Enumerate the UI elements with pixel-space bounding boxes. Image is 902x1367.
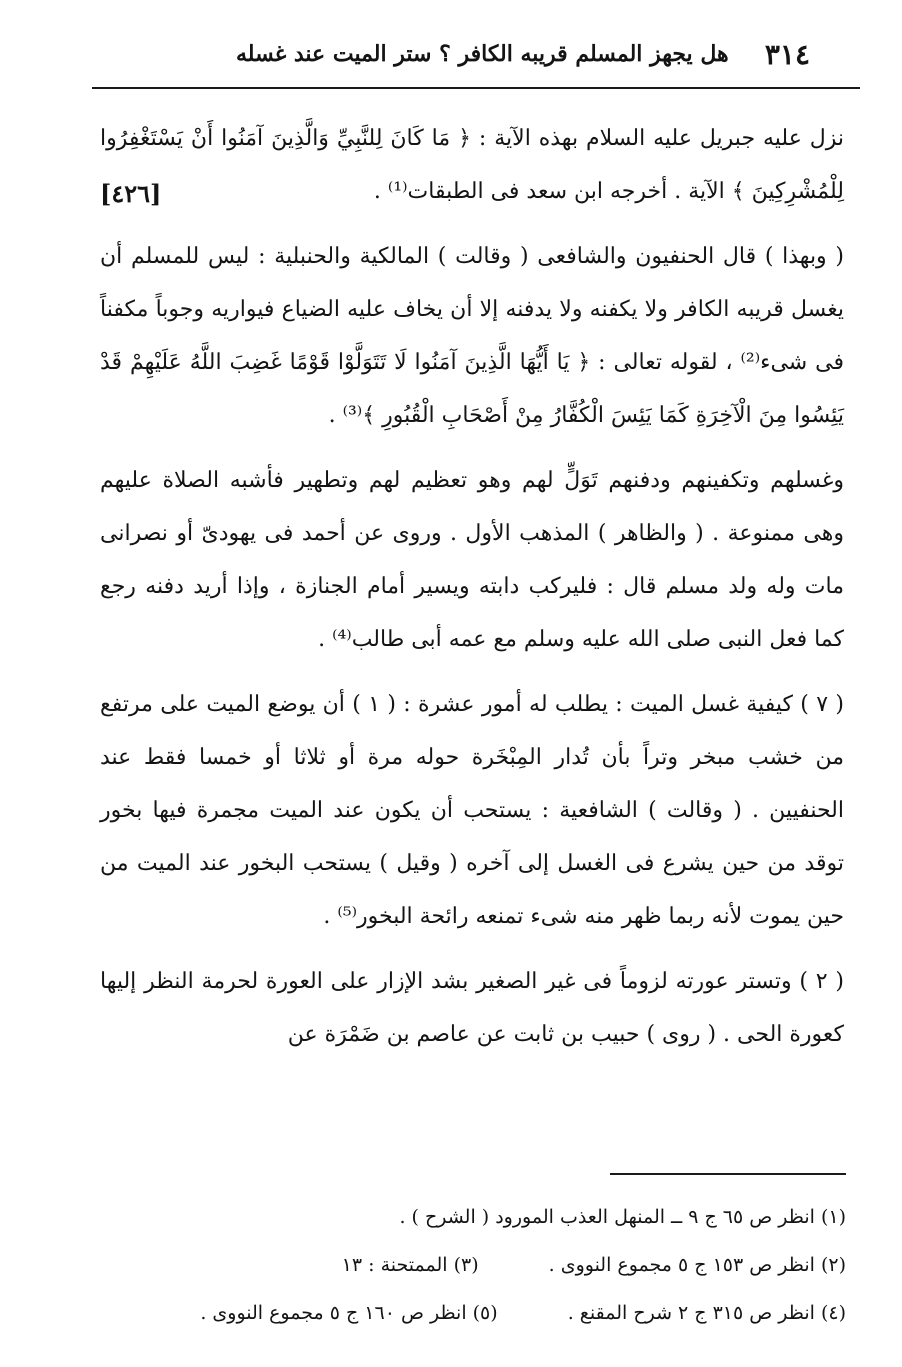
running-title: هل يجهز المسلم قريبه الكافر ؟ ستر الميت عند غسله <box>236 41 729 67</box>
running-head <box>236 30 810 78</box>
header-rule <box>92 87 860 89</box>
page-number: ٣١٤ <box>764 37 810 71</box>
footnote-line <box>92 1241 846 1289</box>
footnote: (٣) الممتحنة : ١٣ <box>341 1254 479 1276</box>
footnote: (٥) انظر ص ١٦٠ ج ٥ مجموع النووى . <box>200 1302 498 1324</box>
paragraph-4: ( ٧ ) كيفية غسل الميت : يطلب له أمور عشرة : ( ١ ) أن يوضع الميت على مرتفع من خشب مبخر وتراً بأن تُدار المِبْخَرة حوله مرة أو ثلاثا أو خمسا فقط عند الحنفيين . ( وقالت ) الشافعية : يستحب أن يكون عند الميت مجمرة فيها بخور توقد من حين يشرع فى الغسل إلى آخره ( وقيل ) يستحب البخور عند الميت من حين يموت لأنه ربما ظهر منه شىء تمنعه رائحة البخور⁽⁵⁾ . <box>100 692 844 929</box>
footnote-rule <box>610 1173 846 1175</box>
footnote-line <box>92 1193 846 1241</box>
paragraph-3: وغسلهم وتكفينهم ودفنهم تَوَلٍّ لهم وهو تعظيم لهم وتطهير فأشبه الصلاة عليهم وهى ممنوعة . ( والظاهر ) المذهب الأول . وروى عن أحمد فى يهودىّ أو نصرانى مات وله ولد مسلم قال : فليركب دابته ويسير أمام الجنازة ، وإذا أريد دفنه رجع كما فعل النبى صلى الله عليه وسلم مع عمه أبى طالب⁽⁴⁾ . <box>100 468 844 652</box>
footnote-line <box>92 1289 846 1337</box>
paragraph-2: ( وبهذا ) قال الحنفيون والشافعى ( وقالت ) المالكية والحنبلية : ليس للمسلم أن يغسل قريبه الكافر ولا يكفنه ولا يدفنه إلا أن يخاف عليه الضياع فيواريه وجوباً مكفناً فى شىء⁽²⁾ ، لقوله تعالى : ﴿ يَا أَيُّهَا الَّذِينَ آمَنُوا لَا تَتَوَلَّوْا قَوْمًا غَضِبَ اللَّهُ عَلَيْهِمْ قَدْ يَئِسُوا مِنَ الْآخِرَةِ كَمَا يَئِسَ الْكُفَّارُ مِنْ أَصْحَابِ الْقُبُورِ ﴾⁽³⁾ . <box>100 244 844 428</box>
reference-number: [٤٢٦] <box>100 179 162 208</box>
paragraph-5: ( ٢ ) وتستر عورته لزوماً فى غير الصغير بشد الإزار على العورة لحرمة النظر إليها كعورة الحى . ( روى ) حبيب بن ثابت عن عاصم بن ضَمْرَة عن <box>100 969 844 1047</box>
footnote: (١) انظر ص ٦٥ ج ٩ ــ المنهل العذب المورود ( الشرح ) . <box>399 1206 846 1228</box>
footnote: (٢) انظر ص ١٥٣ ج ٥ مجموع النووى . <box>548 1254 846 1276</box>
paragraph-1 <box>100 112 844 218</box>
main-text <box>100 112 844 1061</box>
footnotes <box>92 1193 846 1337</box>
footnote: (٤) انظر ص ٣١٥ ج ٢ شرح المقنع . <box>567 1302 846 1324</box>
paragraph-text: نزل عليه جبريل عليه السلام بهذه الآية : ﴿ مَا كَانَ لِلنَّبِيِّ وَالَّذِينَ آمَنُوا أَنْ يَسْتَغْفِرُوا لِلْمُشْرِكِينَ ﴾ الآية . أخرجه ابن سعد فى الطبقات⁽¹⁾ . <box>100 126 844 204</box>
